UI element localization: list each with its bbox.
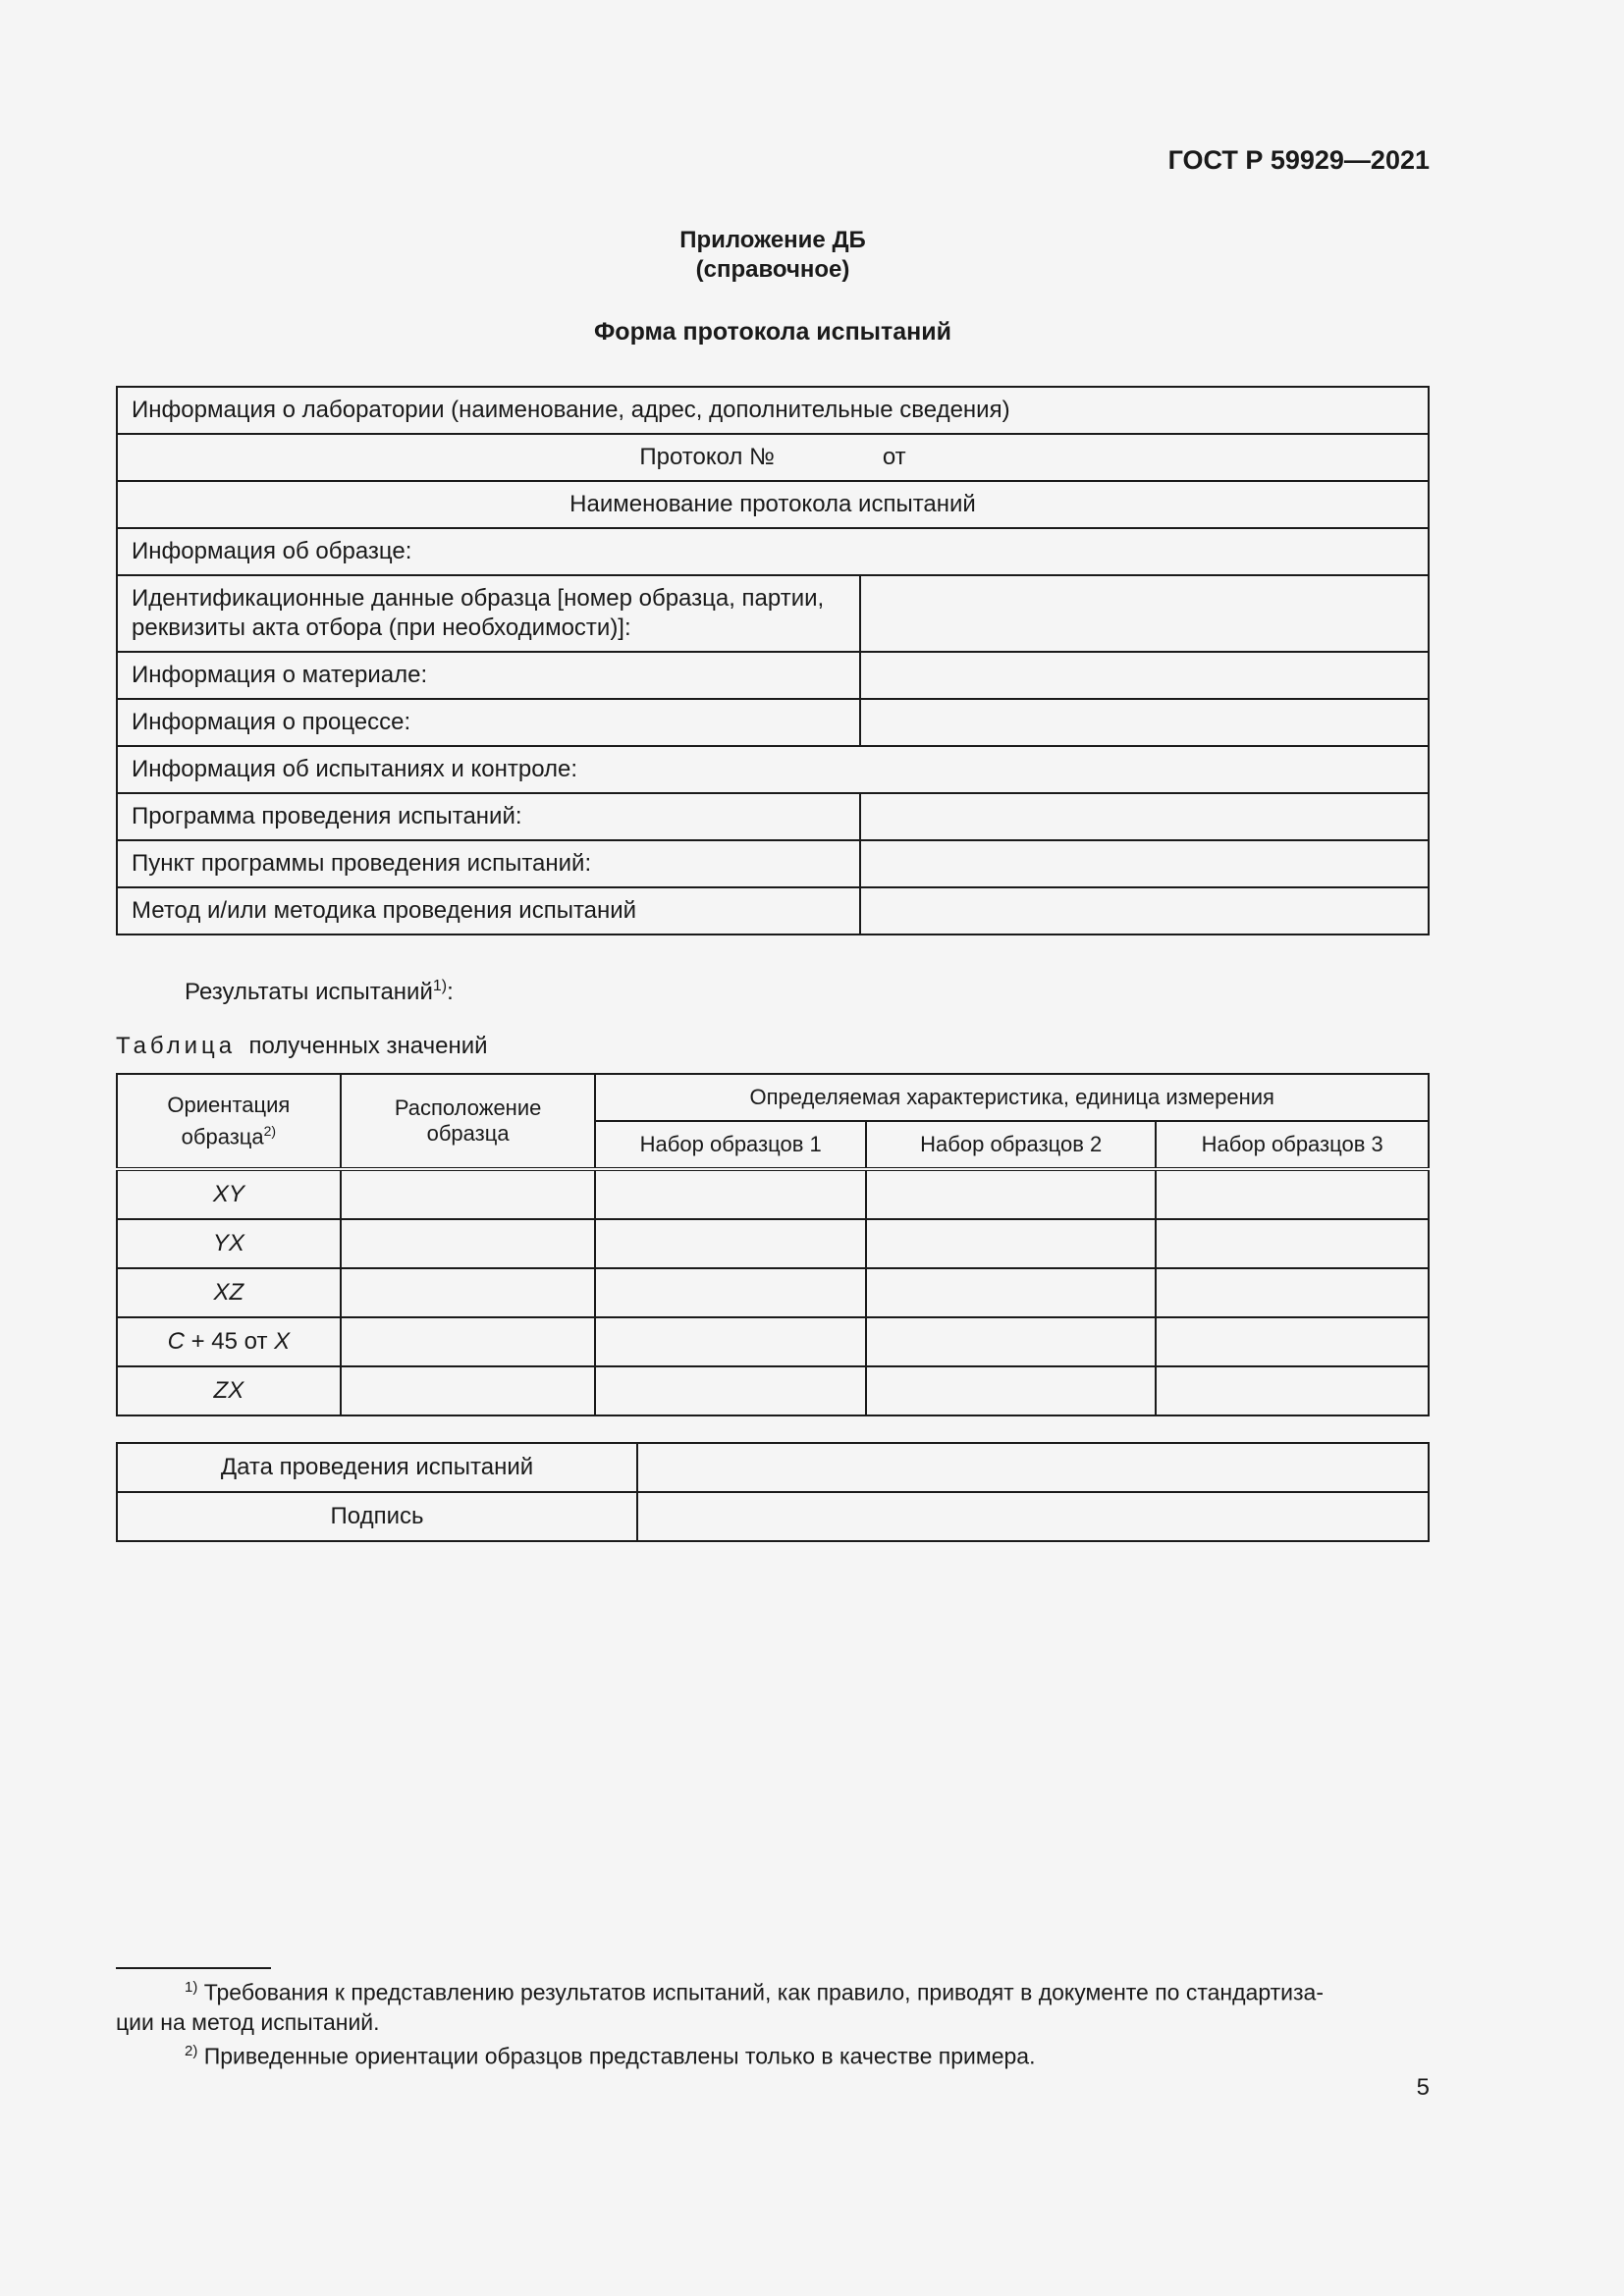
test-program-value (860, 793, 1429, 840)
table-row (117, 1219, 1429, 1268)
set-3-cell (1156, 1219, 1429, 1268)
set-1-cell (595, 1169, 866, 1219)
material-info-value (860, 652, 1429, 699)
sample-id-cell (117, 575, 860, 652)
signature-value (637, 1492, 1429, 1541)
results-footnote-ref: 1) (432, 978, 448, 994)
sample-info-cell: Информация об образце: (117, 528, 1429, 575)
protocol-number-cell (117, 434, 1429, 481)
program-item-cell: Пункт программы проведения испытаний: (117, 840, 860, 887)
protocol-no-label: Протокол № (639, 444, 775, 470)
values-table (116, 1073, 1430, 1416)
program-item-value (860, 840, 1429, 887)
signature-label: Подпись (117, 1492, 637, 1541)
location-cell (341, 1268, 596, 1317)
location-cell (341, 1219, 596, 1268)
col-orientation-header (117, 1074, 341, 1169)
annex-heading (116, 226, 1430, 285)
set-1-header: Набор образцов 1 (595, 1121, 866, 1169)
col-location-line1: Расположение (394, 1095, 542, 1120)
set-3-cell (1156, 1169, 1429, 1219)
set-2-cell (866, 1268, 1156, 1317)
results-label (185, 978, 454, 1006)
sample-id-value (860, 575, 1429, 652)
table-row (117, 1317, 1429, 1366)
footnote-1-line1: Требования к представлению результатов испытаний, как правило, приводят в документе по стандартиза- (203, 1979, 1325, 2005)
footnote-1-ref: 1) (185, 1979, 198, 1996)
sample-id-line1: Идентификационные данные образца [номер образца, партии, (132, 585, 825, 612)
protocol-name-cell: Наименование протокола испытаний (117, 481, 1429, 528)
method-value (860, 887, 1429, 934)
location-cell (341, 1317, 596, 1366)
set-3-header: Набор образцов 3 (1156, 1121, 1429, 1169)
orientation-footnote-ref: 2) (263, 1122, 277, 1139)
sample-id-line2: реквизиты акта отбора (при необходимости)]: (132, 614, 631, 641)
table-row (117, 1366, 1429, 1415)
set-1-cell (595, 1219, 866, 1268)
annex-subtitle: (справочное) (695, 256, 850, 283)
material-info-cell: Информация о материале: (117, 652, 860, 699)
col-orientation-line2-wrap (124, 1118, 334, 1149)
process-info-value (860, 699, 1429, 746)
table-row (117, 1268, 1429, 1317)
footnotes (116, 1973, 1434, 2070)
location-cell (341, 1366, 596, 1415)
signature-table (116, 1442, 1430, 1542)
orientation-cell: XZ (117, 1268, 341, 1317)
table-row (117, 1169, 1429, 1219)
col-location-header (341, 1074, 596, 1169)
results-label-text: Результаты испытаний (185, 979, 433, 1005)
standard-code: ГОСТ Р 59929—2021 (1167, 145, 1430, 175)
orientation-cell: YX (117, 1219, 341, 1268)
test-date-label: Дата проведения испытаний (117, 1443, 637, 1492)
protocol-from-label: от (882, 444, 906, 470)
footnote-separator (116, 1967, 271, 1969)
set-2-cell (866, 1219, 1156, 1268)
table-caption (116, 1033, 488, 1060)
set-1-cell (595, 1268, 866, 1317)
table-caption-word: Таблица (116, 1033, 237, 1059)
results-colon: : (447, 979, 454, 1005)
test-program-cell: Программа проведения испытаний: (117, 793, 860, 840)
set-1-cell (595, 1317, 866, 1366)
set-3-cell (1156, 1366, 1429, 1415)
footnote-2 (116, 2037, 1434, 2071)
tests-info-cell: Информация об испытаниях и контроле: (117, 746, 1429, 793)
col-orientation-line1: Ориентация (167, 1092, 291, 1117)
footnote-1 (116, 1973, 1434, 2007)
col-location-line2: образца (426, 1121, 510, 1146)
set-2-header: Набор образцов 2 (866, 1121, 1156, 1169)
method-cell: Метод и/или методика проведения испытаний (117, 887, 860, 934)
footnote-2-text: Приведенные ориентации образцов представлены только в качестве примера. (203, 2043, 1036, 2069)
orientation-plus45: + 45 от (184, 1328, 275, 1355)
test-date-value (637, 1443, 1429, 1492)
set-2-cell (866, 1366, 1156, 1415)
col-characteristic-header: Определяемая характеристика, единица измерения (595, 1074, 1429, 1121)
orientation-x: X (274, 1328, 291, 1355)
set-2-cell (866, 1169, 1156, 1219)
location-cell (341, 1169, 596, 1219)
footnote-2-ref: 2) (185, 2042, 198, 2059)
page-number: 5 (1416, 2074, 1430, 2101)
orientation-c: C (167, 1328, 185, 1355)
set-1-cell (595, 1366, 866, 1415)
form-title: Форма протокола испытаний (593, 318, 952, 346)
process-info-cell: Информация о процессе: (117, 699, 860, 746)
set-2-cell (866, 1317, 1156, 1366)
set-3-cell (1156, 1317, 1429, 1366)
set-3-cell (1156, 1268, 1429, 1317)
col-orientation-line2: образца (181, 1124, 264, 1149)
table-caption-text: полученных значений (248, 1033, 488, 1059)
lab-info-cell: Информация о лаборатории (наименование, адрес, дополнительные сведения) (117, 387, 1429, 434)
orientation-cell: XY (117, 1169, 341, 1219)
orientation-cell (117, 1317, 341, 1366)
protocol-form-table (116, 386, 1430, 935)
orientation-cell: ZX (117, 1366, 341, 1415)
annex-title: Приложение ДБ (679, 227, 866, 253)
footnote-1-cont: ции на метод испытаний. (116, 2008, 380, 2035)
